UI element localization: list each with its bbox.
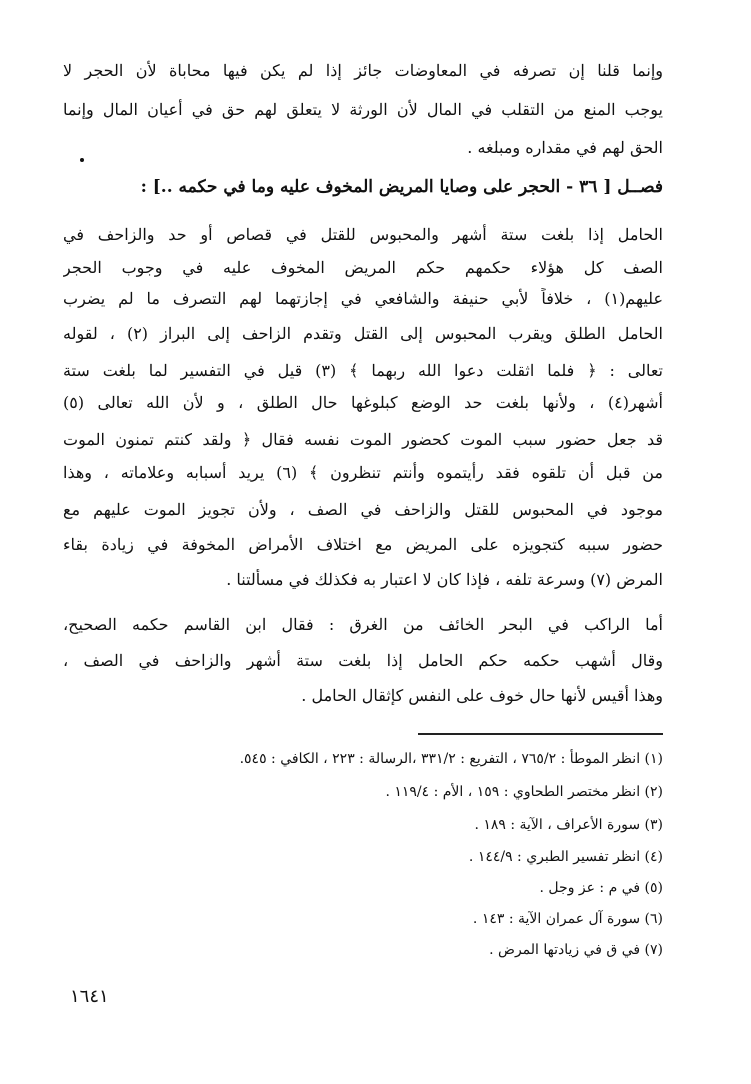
body-line: وإنما قلنا إن تصرفه في المعاوضات جائز إذا لم يكن فيها محاباة لأن الحجر لا bbox=[63, 61, 663, 80]
section-heading: فصــل [ ٣٦ - الحجر على وصايا المريض المخوف عليه وما في حكمه ..] : bbox=[140, 177, 663, 197]
footnote: (٥) في م : عز وجل . bbox=[539, 880, 663, 896]
footnote: (٦) سورة آل عمران الآية : ١٤٣ . bbox=[472, 911, 663, 927]
section-line: المرض (٧) وسرعة تلفه ، فإذا كان لا اعتبار به فكذلك في مسألتنا . bbox=[226, 570, 663, 589]
section-line: تعالى : ﴿ فلما اثقلت دعوا الله ربهما ﴾ (٣) قيل في التفسير لما بلغت ستة bbox=[63, 361, 663, 380]
section-line: قد جعل حضور سبب الموت كحضور الموت نفسه فقال ﴿ ولقد كنتم تمنون الموت bbox=[63, 430, 663, 449]
section-line: عليهم(١) ، خلافاً لأبي حنيفة والشافعي في إجازتهما لهم التصرف ما لم يضرب bbox=[63, 289, 663, 308]
body-line: يوجب المنع من التقلب في المال لأن الورثة لا يتعلق لهم حق في أعيان المال وإنما bbox=[63, 100, 663, 119]
paragraph-line: وهذا أقيس لأنها حال خوف على النفس كإثقال الحامل . bbox=[301, 686, 663, 705]
paragraph-line: وقال أشهب حكمه حكم الحامل إذا بلغت ستة أشهر والزاحف في الصف ، bbox=[63, 651, 663, 670]
section-line: أشهر(٤) ، ولأنها بلغت حد الوضع كبلوغها حال الطلق ، و لأن الله تعالى (٥) bbox=[63, 393, 663, 412]
section-line: الصف كل هؤلاء حكمهم حكم المريض المخوف عليه في وجوب الحجر bbox=[63, 258, 663, 277]
footnote: (٣) سورة الأعراف ، الآية : ١٨٩ . bbox=[474, 817, 663, 833]
footnote-divider bbox=[418, 733, 663, 735]
body-line: الحق لهم في مقداره ومبلغه . bbox=[467, 138, 663, 157]
footnote: (٢) انظر مختصر الطحاوي : ١٥٩ ، الأم : ١١٩/٤ . bbox=[385, 784, 663, 800]
footnote: (٧) في ق في زيادتها المرض . bbox=[489, 942, 663, 958]
section-line: الحامل الطلق ويقرب المحبوس إلى القتل وتقدم الزاحف إلى البراز (٢) ، لقوله bbox=[63, 324, 663, 343]
section-line: موجود في المحبوس للقتل والزاحف في الصف ، ولأن تجويز الموت عليهم مع bbox=[63, 500, 663, 519]
paragraph-line: أما الراكب في البحر الخائف من الغرق : فقال ابن القاسم حكمه الصحيح، bbox=[63, 615, 663, 634]
footnote: (١) انظر الموطأ : ٧٦٥/٢ ، التفريع : ٣٣١/٢ ،الرسالة : ٢٢٣ ، الكافي : ٥٤٥. bbox=[239, 751, 663, 767]
section-line: حضور سببه كتجويزه على المريض مع اختلاف الأمراض المخوفة في زيادة بقاء bbox=[63, 535, 663, 554]
footnote: (٤) انظر تفسير الطبري : ١٤٤/٩ . bbox=[468, 849, 663, 865]
section-line: من قبل أن تلقوه فقد رأيتموه وأنتم تنظرون ﴾ (٦) يريد أسبابه وعلاماته ، وهذا bbox=[63, 463, 663, 482]
section-line: الحامل إذا بلغت ستة أشهر والمحبوس للقتل في قصاص أو حد والزاحف في bbox=[63, 225, 663, 244]
page-number: ١٦٤١ bbox=[70, 986, 109, 1007]
stray-dot bbox=[80, 158, 84, 162]
